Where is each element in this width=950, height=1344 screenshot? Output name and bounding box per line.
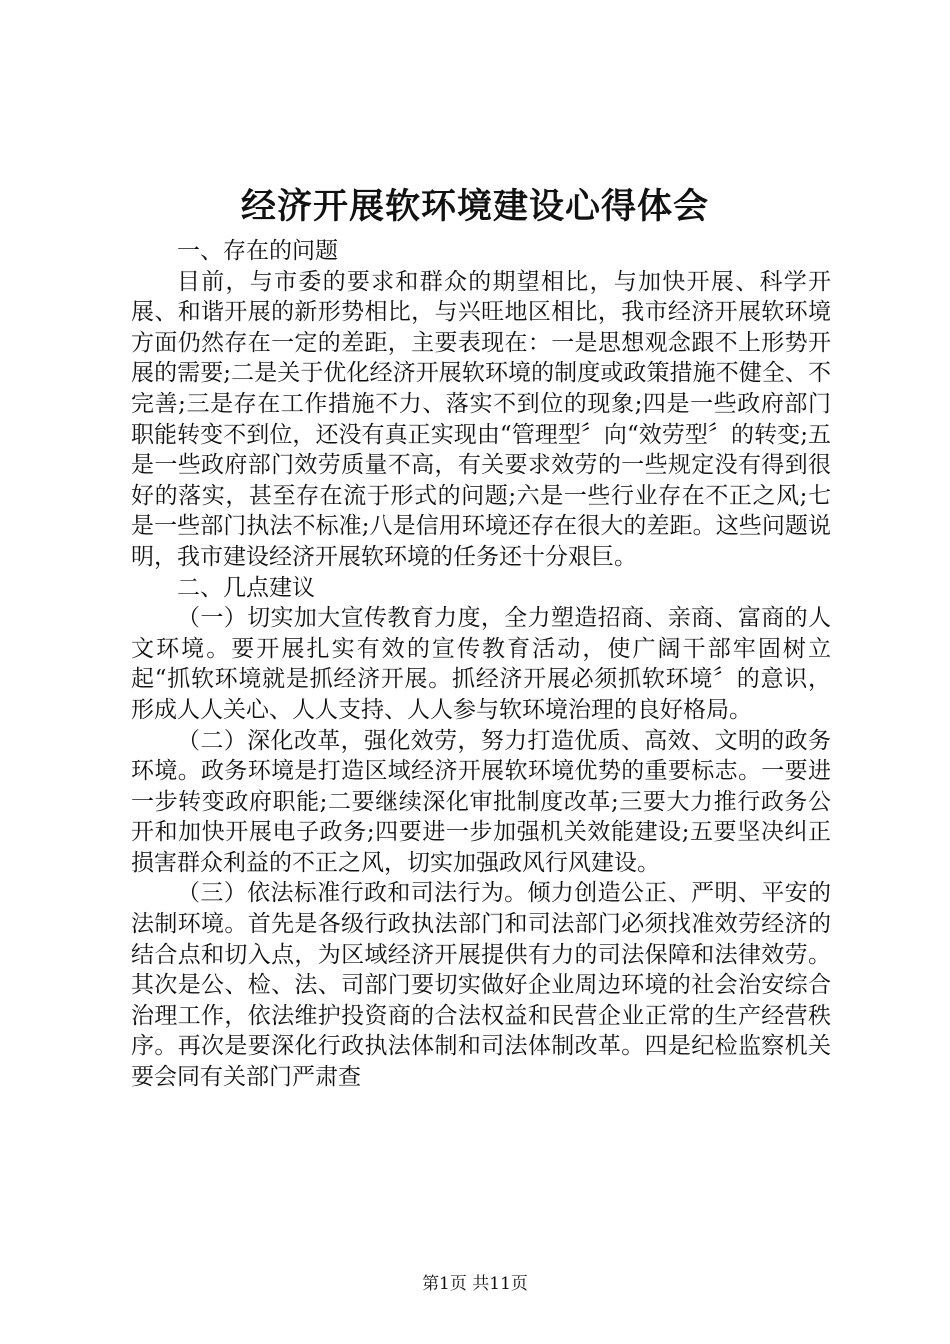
body-paragraph: （二）深化改革，强化效劳，努力打造优质、高效、文明的政务环境。政务环境是打造区域经济开展软环境优势的重要标志。一要进一步转变政府职能;二要继续深化审批制度改革;三要大力推行政务公开和加快开展电子政务;四要进一步加强机关效能建设;五要坚决纠正损害群众利益的不正之风，切实加强政风行风建设。 [131,727,831,876]
body-paragraph: 目前，与市委的要求和群众的期望相比，与加快开展、科学开展、和谐开展的新形势相比，与兴旺地区相比，我市经济开展软环境方面仍然存在一定的差距，主要表现在：一是思想观念跟不上形势开展的需要;二是关于优化经济开展软环境的制度或政策措施不健全、不完善;三是存在工作措施不力、落实不到位的现象;四是一些政府部门职能转变不到位，还没有真正实现由“管理型〞向“效劳型〞的转变;五是一些政府部门效劳质量不高，有关要求效劳的一些规定没有得到很好的落实，甚至存在流于形式的问题;六是一些行业存在不正之风;七是一些部门执法不标准;八是信用环境还存在很大的差距。这些问题说明，我市建设经济开展软环境的任务还十分艰巨。 [131,268,831,570]
section-heading: 二、几点建议 [177,574,315,601]
document-body [131,236,831,1093]
section-heading: 一、存在的问题 [177,238,338,264]
document-title: 经济开展软环境建设心得体会 [240,186,709,227]
body-paragraph: （三）依法标准行政和司法行为。倾力创造公正、严明、平安的法制环境。首先是各级行政执法部门和司法部门必须找准效劳经济的结合点和切入点，为区域经济开展提供有力的司法保障和法律效劳。其次是公、检、法、司部门要切实做好企业周边环境的社会治安综合治理工作，依法维护投资商的合法权益和民营企业正常的生产经营秩序。再次是要深化行政执法体制和司法体制改革。四是纪检监察机关要会同有关部门严肃查 [131,880,831,1091]
page-number-footer: 第1页 共11页 [422,1274,528,1294]
body-paragraph: （一）切实加大宣传教育力度，全力塑造招商、亲商、富商的人文环境。要开展扎实有效的宣传教育活动，使广阔干部牢固树立起“抓软环境就是抓经济开展。抓经济开展必须抓软环境〞的意识，形成人人关心、人人支持、人人参与软环境治理的良好格局。 [131,605,831,723]
